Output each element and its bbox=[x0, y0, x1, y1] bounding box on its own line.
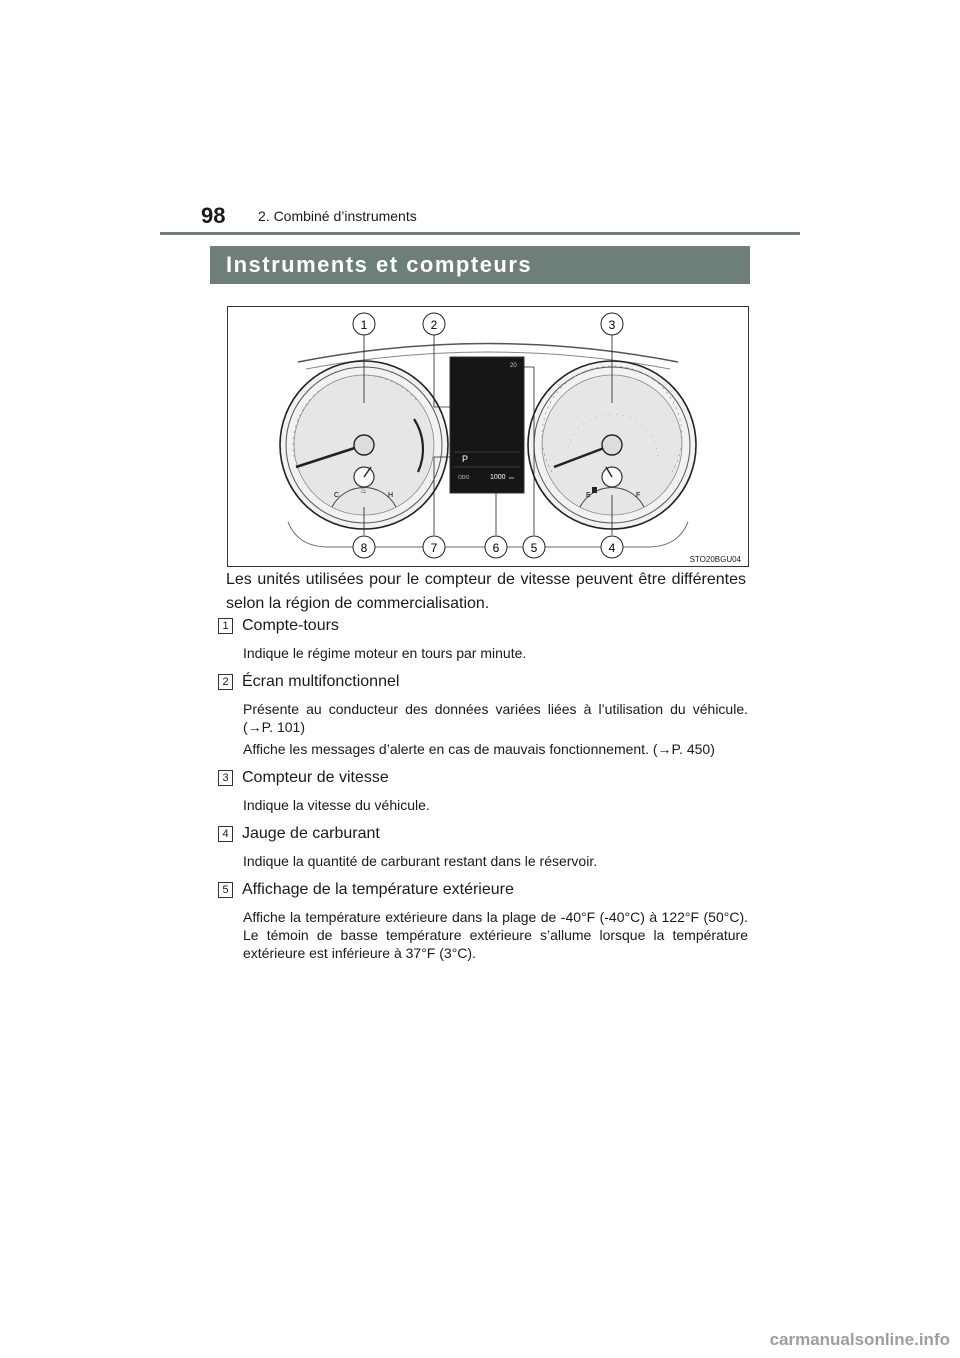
callout-3: 3 bbox=[608, 318, 616, 332]
gauge-f-label: F bbox=[636, 492, 641, 499]
coolant-icon: ♨ bbox=[360, 486, 368, 495]
list-item bbox=[218, 822, 748, 870]
fuel-pump-icon bbox=[592, 487, 597, 493]
item-number: 1 bbox=[218, 618, 233, 634]
item-title: Écran multifonctionnel bbox=[242, 673, 400, 690]
callout-6: 6 bbox=[492, 541, 500, 555]
list-item bbox=[218, 614, 748, 662]
item-number: 4 bbox=[218, 826, 233, 842]
display-gear-indicator: P bbox=[462, 454, 469, 464]
figure-code: STO20BGU04 bbox=[689, 555, 741, 564]
section-title: Instruments et compteurs bbox=[226, 252, 533, 277]
callout-2: 2 bbox=[430, 318, 438, 332]
multi-information-display bbox=[450, 357, 524, 493]
item-title: Compteur de vitesse bbox=[242, 769, 389, 786]
item-list bbox=[218, 614, 748, 970]
item-title: Jauge de carburant bbox=[242, 825, 380, 842]
intro-paragraph: Les unités utilisées pour le compteur de vitesse peuvent être différentes selon la région de commercialisation. bbox=[226, 571, 746, 612]
callout-4: 4 bbox=[608, 541, 616, 555]
running-head: 2. Combiné d’instruments bbox=[258, 208, 417, 224]
item-description: Indique le régime moteur en tours par minute. bbox=[243, 645, 527, 661]
list-item bbox=[218, 670, 748, 758]
callout-1: 1 bbox=[360, 318, 368, 332]
display-odo-label: ODO bbox=[458, 475, 470, 481]
header-rule bbox=[160, 232, 800, 235]
gauge-e-label: E bbox=[586, 492, 591, 499]
item-description: Indique la vitesse du véhicule. bbox=[243, 797, 430, 813]
gauge-h-label: H bbox=[388, 492, 394, 499]
callout-7: 7 bbox=[430, 541, 438, 555]
watermark: carmanualsonline.info bbox=[769, 1330, 950, 1349]
item-title: Compte-tours bbox=[242, 617, 339, 634]
display-odo-unit: km bbox=[509, 475, 515, 480]
item-description: Affiche les messages d’alerte en cas de mauvais fonctionnement. (→P. 450) bbox=[243, 741, 715, 757]
display-temperature: 20 bbox=[510, 363, 517, 369]
item-title: Affichage de la température extérieure bbox=[242, 881, 514, 898]
gauge-c-label: C bbox=[334, 492, 340, 499]
callout-8: 8 bbox=[360, 541, 368, 555]
page-number: 98 bbox=[201, 203, 226, 228]
display-odo-value: 1000 bbox=[490, 474, 506, 481]
instrument-cluster-figure bbox=[227, 306, 749, 567]
item-number: 2 bbox=[218, 674, 233, 690]
item-number: 3 bbox=[218, 770, 233, 786]
section-band bbox=[210, 246, 750, 284]
list-item bbox=[218, 878, 748, 962]
item-number: 5 bbox=[218, 882, 233, 898]
item-description: Indique la quantité de carburant restant dans le réservoir. bbox=[243, 853, 598, 869]
list-item bbox=[218, 766, 748, 814]
callout-5: 5 bbox=[530, 541, 538, 555]
item-description: Présente au conducteur des données variées liées à l’utilisation du véhicule. (→P. 101) bbox=[243, 701, 748, 735]
item-description: Affiche la température extérieure dans la plage de -40°F (-40°C) à 122°F (50°C). Le témoin de basse température extérieure s’allume lorsque la température extérieure est inférieure à 37°F (3°C). bbox=[243, 909, 748, 961]
instrument-cluster-illustration bbox=[228, 307, 748, 566]
